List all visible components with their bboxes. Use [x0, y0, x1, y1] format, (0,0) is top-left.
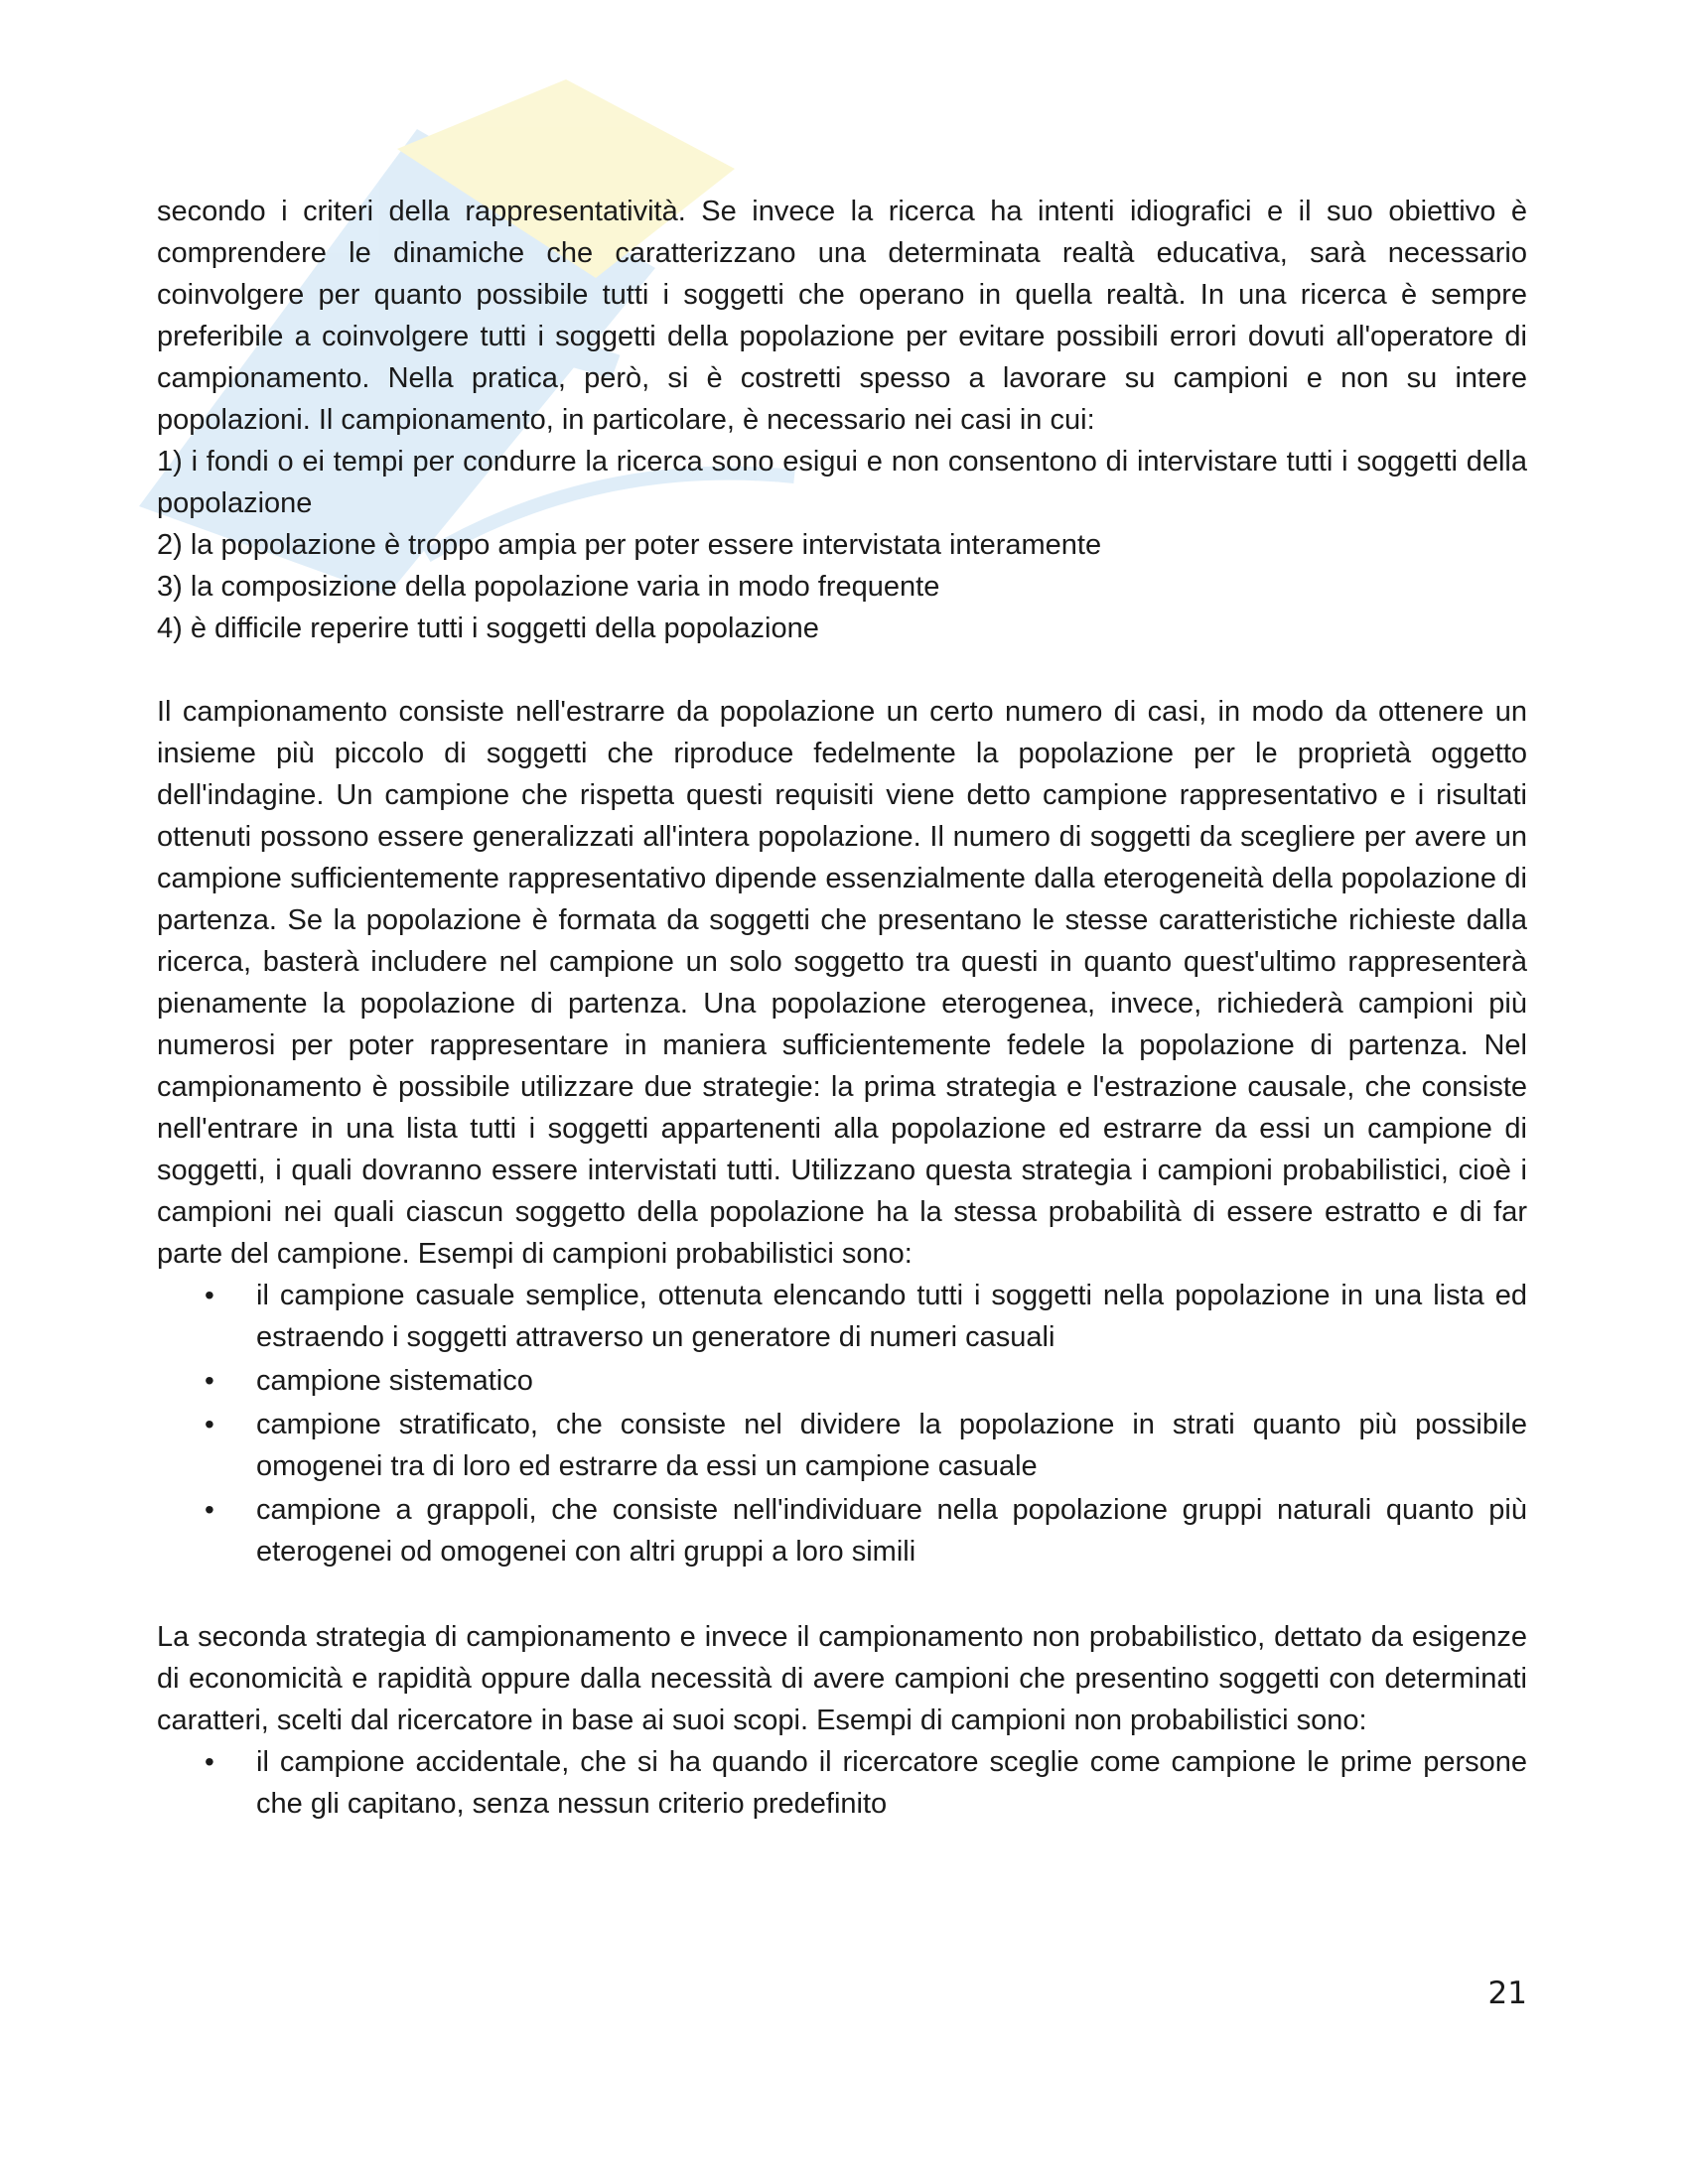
list-item	[157, 1275, 1527, 1358]
list-item-text: campione sistematico	[256, 1365, 533, 1397]
list-item-text: campione stratificato, che consiste nel dividere la popolazione in strati quanto più possibile omogenei tra di loro ed estrarre da essi un campione casuale	[256, 1409, 1527, 1482]
numbered-item: 2) la popolazione è troppo ampia per poter essere intervistata interamente	[157, 529, 1102, 561]
bullet-icon: •	[205, 1365, 214, 1396]
numbered-item: 1) i fondi o ei tempi per condurre la ricerca sono esigui e non consentono di intervistare tutti i soggetti della popolazione	[157, 446, 1527, 519]
list-item-text: campione a grappoli, che consiste nell'individuare nella popolazione gruppi naturali quanto più eterogenei od omogenei con altri gruppi a loro simili	[256, 1494, 1527, 1568]
list-item-text: il campione casuale semplice, ottenuta elencando tutti i soggetti nella popolazione in una lista ed estraendo i soggetti attraverso un generatore di numeri casuali	[256, 1280, 1527, 1353]
list-item	[157, 1489, 1527, 1572]
page-number: 21	[1487, 1976, 1527, 2011]
list-item	[157, 1404, 1527, 1487]
list-item	[157, 1360, 1527, 1402]
list-item	[157, 1741, 1527, 1825]
bullet-icon: •	[205, 1746, 214, 1777]
numbered-item: 4) è difficile reperire tutti i soggetti della popolazione	[157, 613, 819, 644]
sampling-paragraph: Il campionamento consiste nell'estrarre da popolazione un certo numero di casi, in modo da ottenere un insieme più piccolo di soggetti che riproduce fedelmente la popolazione per le proprietà oggetto dell'indagine. Un campione che rispetta questi requisiti viene detto campione rappresentativo e i risultati ottenuti possono essere generalizzati all'intera popolazione. Il numero di soggetti da scegliere per avere un campione sufficientemente rappresentativo dipende essenzialmente dalla eterogeneità della popolazione di partenza. Se la popolazione è formata da soggetti che presentano le stesse caratteristiche richieste dalla ricerca, basterà includere nel campione un solo soggetto tra questi in quanto quest'ultimo rappresenterà pienamente la popolazione di partenza. Una popolazione eterogenea, invece, richiederà campioni più numerosi per poter rappresentare in maniera sufficientemente fedele la popolazione di partenza. Nel campionamento è possibile utilizzare due strategie: la prima strategia e l'estrazione causale, che consiste nell'entrare in una lista tutti i soggetti appartenenti alla popolazione ed estrarre da essi un campione di soggetti, i quali dovranno essere intervistati tutti. Utilizzano questa strategia i campioni probabilistici, cioè i campioni nei quali ciascun soggetto della popolazione ha la stessa probabilità di essere estratto e di far parte del campione. Esempi di campioni probabilistici sono:	[157, 696, 1527, 1270]
probabilistic-samples-list	[157, 1275, 1527, 1572]
non-probabilistic-samples-list	[157, 1741, 1527, 1825]
bullet-icon: •	[205, 1494, 214, 1525]
bullet-icon: •	[205, 1409, 214, 1439]
numbered-list	[157, 441, 1527, 649]
intro-paragraph: secondo i criteri della rappresentatività. Se invece la ricerca ha intenti idiografici e il suo obiettivo è comprendere le dinamiche che caratterizzano una determinata realtà educativa, sarà necessario coinvolgere per quanto possibile tutti i soggetti che operano in quella realtà. In una ricerca è sempre preferibile a coinvolgere tutti i soggetti della popolazione per evitare possibili errori dovuti all'operatore di campionamento. Nella pratica, però, si è costretti spesso a lavorare su campioni e non su intere popolazioni. Il campionamento, in particolare, è necessario nei casi in cui:	[157, 196, 1527, 436]
list-item-text: il campione accidentale, che si ha quando il ricercatore sceglie come campione le prime persone che gli capitano, senza nessun criterio predefinito	[256, 1746, 1527, 1820]
document-page	[157, 191, 1527, 1827]
numbered-item: 3) la composizione della popolazione varia in modo frequente	[157, 571, 940, 603]
paragraph-gap	[157, 1574, 1527, 1616]
paragraph-gap	[157, 649, 1527, 691]
non-probabilistic-paragraph: La seconda strategia di campionamento e invece il campionamento non probabilistico, dettato da esigenze di economicità e rapidità oppure dalla necessità di avere campioni che presentino soggetti con determinati caratteri, scelti dal ricercatore in base ai suoi scopi. Esempi di campioni non probabilistici sono:	[157, 1621, 1527, 1736]
bullet-icon: •	[205, 1280, 214, 1310]
